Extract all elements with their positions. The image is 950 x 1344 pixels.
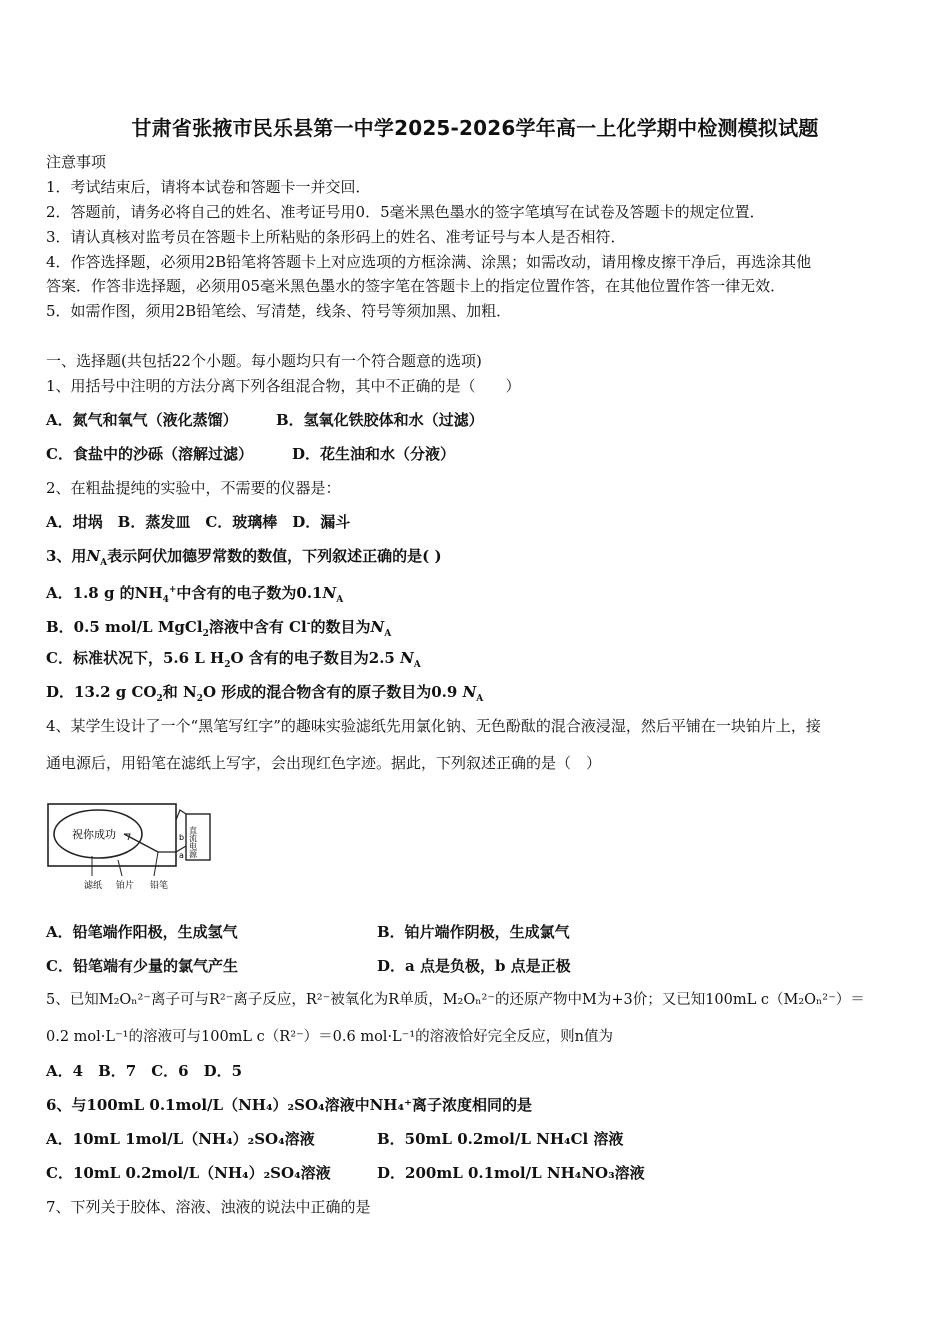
terminal-b: b — [179, 833, 185, 842]
q3-option-c — [46, 648, 421, 675]
figure-writing: 祝你成功 — [72, 828, 116, 841]
q3-a-sup: + — [168, 585, 177, 595]
q3-c-na-sub: A — [413, 660, 421, 670]
q3-option-a — [46, 580, 343, 610]
q5-stem-line1: 5、已知M₂Oₙ²⁻离子可与R²⁻离子反应，R²⁻被氧化为R单质，M₂Oₙ²⁻的还原产物中M为+3价；又已知100mL c（M₂Oₙ²⁻）＝ — [46, 992, 865, 1008]
q6-stem: 6、与100mL 0.1mol/L（NH₄）₂SO₄溶液中NH₄⁺离子浓度相同的是 — [46, 1096, 532, 1114]
q3-option-d — [46, 682, 483, 709]
q3-stem-pre: 3、用 — [46, 547, 87, 565]
q3-c-sub: 2 — [224, 660, 231, 670]
q3-d-sub2: 2 — [196, 694, 203, 704]
pointer-plate — [118, 860, 122, 876]
q6-option-c: C．10mL 0.2mol/L（NH₄）₂SO₄溶液 — [46, 1164, 331, 1182]
electrolysis-figure — [46, 800, 216, 895]
q7-stem: 7、下列关于胶体、溶液、浊液的说法中正确的是 — [46, 1198, 371, 1216]
q3-stem — [46, 546, 442, 573]
q3-b-mid: 溶液中含有 Cl — [208, 618, 307, 636]
page-title: 甘肃省张掖市民乐县第一中学2025-2026学年高一上化学期中检测模拟试题 — [131, 116, 819, 140]
q4-option-a: A．铅笔端作阳极，生成氢气 — [46, 923, 238, 941]
notice-item-4: 4．作答选择题，必须用2B铅笔将答题卡上对应选项的方框涂满、涂黑；如需改动，请用橡皮擦干净后，再选涂其他 — [46, 253, 812, 271]
terminal-a: a — [179, 851, 184, 860]
q3-b-na-sub: A — [384, 629, 392, 639]
q4-option-d: D．a 点是负极，b 点是正极 — [377, 957, 571, 975]
q3-b-post: 的数目为 — [310, 618, 371, 636]
q6-option-a: A．10mL 1mol/L（NH₄）₂SO₄溶液 — [46, 1130, 315, 1148]
q3-a-na: N — [322, 584, 337, 602]
q4-option-b: B．铂片端作阴极，生成氯气 — [377, 923, 570, 941]
q1-option-a: A．氮气和氧气（液化蒸馏） — [46, 411, 238, 429]
q3-na-sub: A — [100, 558, 108, 568]
q6-option-b: B．50mL 0.2mol/L NH₄Cl 溶液 — [377, 1130, 624, 1148]
notice-item-1: 1．考试结束后，请将本试卷和答题卡一并交回． — [46, 178, 371, 196]
q3-c-pre: C．标准状况下，5.6 L H — [46, 649, 225, 667]
q3-a-pre: A．1.8 g 的NH — [46, 584, 163, 602]
pointer-pencil — [154, 852, 158, 876]
notice-item-5: 5．如需作图，须用2B铅笔绘、写清楚，线条、符号等须加黑、加粗． — [46, 302, 512, 320]
q3-a-sub: 4 — [162, 595, 169, 605]
q3-d-mid: 和 N — [162, 683, 197, 701]
q4-stem-line2: 通电源后，用铅笔在滤纸上写字，会出现红色字迹。据此，下列叙述正确的是（ ） — [46, 754, 602, 772]
q1-option-c: C．食盐中的沙砾（溶解过滤） — [46, 445, 253, 463]
q4-stem-line1: 4、某学生设计了一个“黑笔写红字”的趣味实验滤纸先用氯化钠、无色酚酞的混合液浸湿，然后平铺在一块铂片上，接 — [46, 717, 821, 735]
q3-d-sub1: 2 — [156, 694, 163, 704]
q3-a-na-sub: A — [336, 595, 344, 605]
q2-options: A．坩埚 B．蒸发皿 C．玻璃棒 D．漏斗 — [46, 513, 351, 531]
q3-b-sup: - — [306, 619, 311, 629]
q3-b-sub: 2 — [202, 629, 209, 639]
q1-option-d: D．花生油和水（分液） — [292, 445, 456, 463]
wire-b — [176, 810, 186, 820]
q5-options: A．4 B．7 C．6 D．5 — [46, 1062, 243, 1080]
notice-item-2: 2．答题前，请务必将自己的姓名、准考证号用0．5毫米黑色墨水的签字笔填写在试卷及答题卡的规定位置． — [46, 203, 765, 221]
q1-option-b: B．氢氧化铁胶体和水（过滤） — [276, 411, 484, 429]
q2-stem: 2、在粗盐提纯的实验中，不需要的仪器是： — [46, 479, 341, 497]
q3-option-b — [46, 614, 391, 644]
q3-c-post: O 含有的电子数目为2.5 — [230, 649, 401, 667]
q3-d-pre: D．13.2 g CO — [46, 683, 157, 701]
q4-option-c: C．铅笔端有少量的氯气产生 — [46, 957, 238, 975]
q3-na: N — [86, 547, 101, 565]
q5-stem-line2: 0.2 mol·L⁻¹的溶液可与100mL c（R²⁻）＝0.6 mol·L⁻¹的溶液恰好完全反应，则n值为 — [46, 1029, 613, 1045]
q3-d-na: N — [462, 683, 477, 701]
q3-c-na: N — [400, 649, 414, 667]
q3-d-na-sub: A — [476, 694, 484, 704]
label-filter-paper: 滤纸 — [84, 881, 103, 891]
q3-b-pre: B．0.5 mol/L MgCl — [46, 618, 203, 636]
q3-stem-post: 表示阿伏加德罗常数的数值，下列叙述正确的是( ) — [107, 547, 442, 565]
q3-b-na: N — [370, 618, 385, 636]
section-heading: 一、选择题(共包括22个小题。每小题均只有一个符合题意的选项) — [46, 352, 482, 370]
label-pencil: 铅笔 — [150, 881, 169, 891]
notice-item-4-cont: 答案．作答非选择题，必须用05毫米黑色墨水的签字笔在答题卡上的指定位置作答，在其他位置作答一律无效． — [46, 277, 786, 295]
power-source-label: 直流电源 — [188, 826, 198, 858]
q6-option-d: D．200mL 0.1mol/L NH₄NO₃溶液 — [377, 1164, 645, 1182]
notice-item-3: 3．请认真核对监考员在答题卡上所粘贴的条形码上的姓名、准考证号与本人是否相符． — [46, 228, 626, 246]
q3-a-post: 中含有的电子数为0.1 — [176, 584, 323, 602]
notice-heading: 注意事项 — [46, 153, 107, 171]
q3-d-post: O 形成的混合物含有的原子数目为0.9 — [202, 683, 463, 701]
q1-stem: 1、用括号中注明的方法分离下列各组混合物，其中不正确的是（ ） — [46, 377, 521, 395]
label-platinum-plate: 铂片 — [116, 881, 135, 891]
